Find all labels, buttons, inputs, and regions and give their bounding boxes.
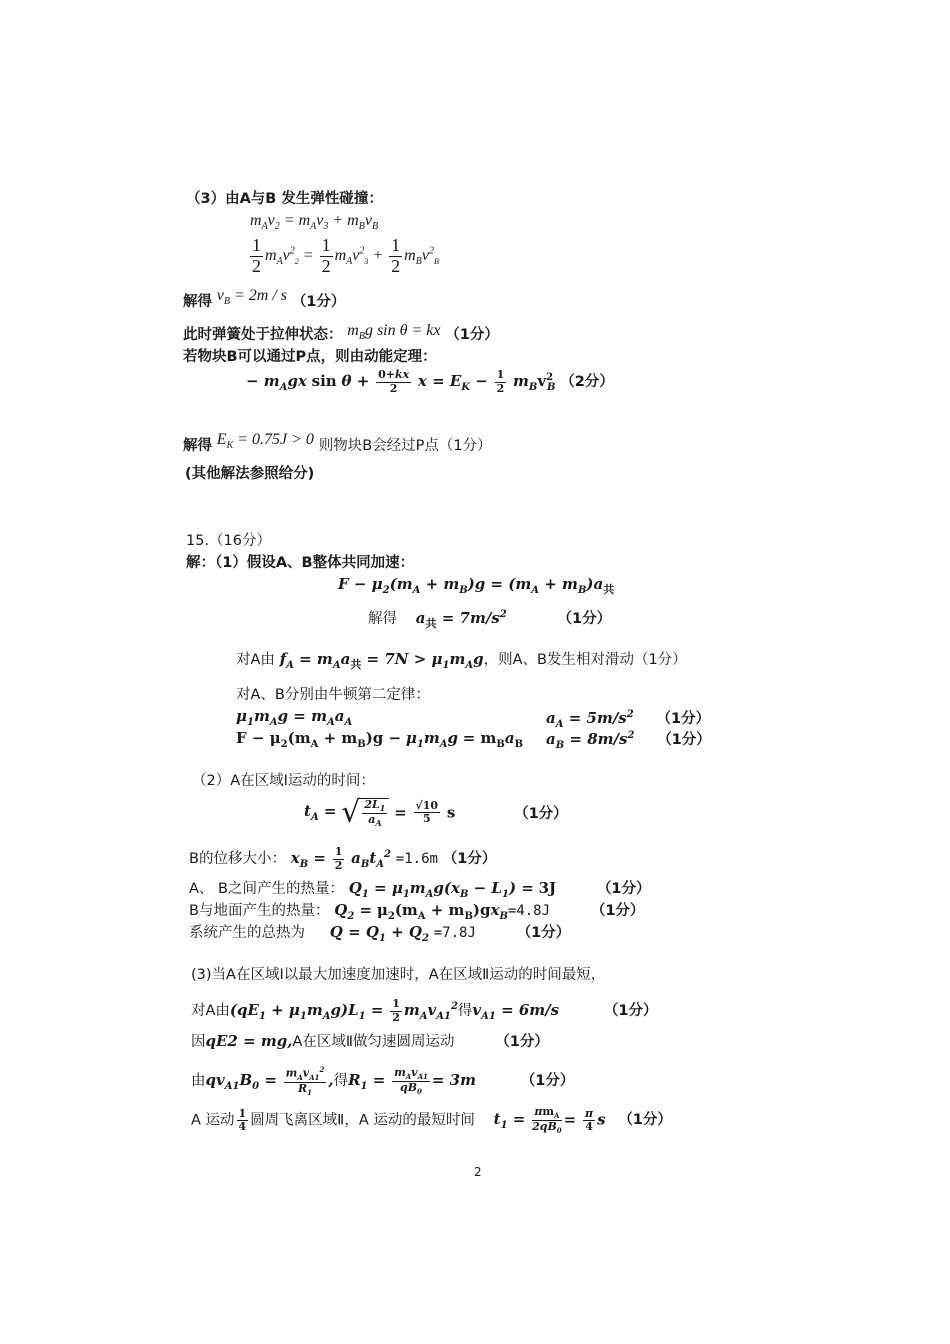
total-heat-line: 系统产生的总热为 $Q = Q_1 + Q_2 =7.8J$ （1分）	[189, 923, 571, 944]
newton-result-b: $a_B = 8m/s^2$ （1分）	[546, 730, 711, 751]
part1-equation: $F - \mu_2(m_A + m_B)g = (m_A + m_B)a_共$	[338, 575, 615, 596]
relative-slide-line: 对A由 $f_A = m_Aa_共 = 7N > \mu_1m_Ag$，则A、B发生相对滑动（1分）	[236, 650, 687, 671]
newton-line: 对A、B分别由牛顿第二定律：	[236, 687, 430, 703]
part3-velocity-line: 对A由$(qE_1 + \mu_1m_Ag)L_1$ = $\frac{1}{2}$ $m_Av_{A1}^2$得$v_{A1} = 6m/s$ （1分）	[191, 997, 658, 1024]
newton-equation-a: $\mu_1m_Ag = m_Aa_A$	[236, 707, 353, 728]
energy-equation: $\frac{1}{2}$ $m_Av^2_2$ = $\frac{1}{2}$ $m_Av^2_3$ + $\frac{1}{2}$ $m_Bv^2_B$	[252, 235, 439, 276]
part3-radius-line: 由$qv_{A1}B_0$ = $\frac{m_Av_{A1}^2}{R_1}$ ,得$R_1$ = $\frac{m_Av_{A1}}{qB_0}$ = 3m （1分）	[191, 1065, 575, 1097]
part3-heading-15: (3)当A在区域Ⅰ以最大加速度加速时，A在区域Ⅱ运动的时间最短，	[191, 967, 606, 983]
alt-solution-note: (其他解法参照给分)	[185, 466, 315, 482]
part2-heading: （2）A在区域Ⅰ运动的时间：	[192, 773, 375, 789]
b-displacement-line: B的位移大小： $x_B$ = $\frac{1}{2}$ $a_Bt_A^2 =1.6m$ （1分）	[189, 845, 497, 872]
part1-result: 解得 $a_共 = 7m/s^2$ （1分）	[368, 609, 612, 630]
momentum-equation: $m_Av_2 = m_Av_3 + m_Bv_B$	[250, 212, 379, 233]
part1-heading: 解：（1）假设A、B整体共同加速：	[186, 555, 415, 571]
page-number: 2	[474, 1165, 482, 1179]
heat-ab-line: A、 B之间产生的热量： $Q_1 = \mu_1m_Ag(x_B - L_1) = 3J$ （1分）	[189, 879, 651, 900]
newton-equation-b: $F - \mu_2(m_A + m_B)g - \mu_1m_Ag = m_Ba_B$	[236, 729, 524, 750]
newton-result-a: $a_A = 5m/s^2$ （1分）	[546, 709, 711, 730]
ek-result-line: 解得 $E_K = 0.75J > 0$ 则物块B会经过P点（1分）	[183, 431, 492, 454]
question-15-title: 15.（16分）	[186, 533, 272, 549]
part3-time-line: A 运动 $\frac{1}{4}$ 圆周飞离区域Ⅱ，A 运动的最短时间 $t_1$ = $\frac{\pi m_A}{2qB_0}$ = $\frac{\pi}{4}$ s （1分）	[191, 1105, 672, 1136]
part2-time-equation: $t_A$ = √ $\frac{2L_1}{a_A}$ = $\frac{√10}{5}$ s （1分）	[304, 795, 568, 830]
vb-result: 解得 $v_B = 2m / s$ （1分）	[183, 287, 346, 310]
kinetic-theorem-equation: − $m_Agx$ sin θ + $\frac{0+kx}{2}$ $x = E_K$ − $\frac{1}{2}$ $m_Bv^2_B$ （2分）	[246, 368, 614, 395]
part3-circular-line: 因qE2 = mg,A在区域Ⅱ做匀速圆周运动 （1分）	[191, 1032, 549, 1050]
kinetic-theorem-line: 若物块B可以通过P点，则由动能定理：	[183, 349, 437, 365]
spring-state-line: 此时弹簧处于拉伸状态： $m_Bg$ sin θ = kx （1分）	[183, 322, 499, 343]
part3-heading: （3）由A与B 发生弹性碰撞：	[186, 191, 383, 207]
heat-ground-line: B与地面产生的热量： $Q_2 = \mu_2(m_A + m_B)gx_B=4.8J$ （1分）	[189, 901, 645, 922]
